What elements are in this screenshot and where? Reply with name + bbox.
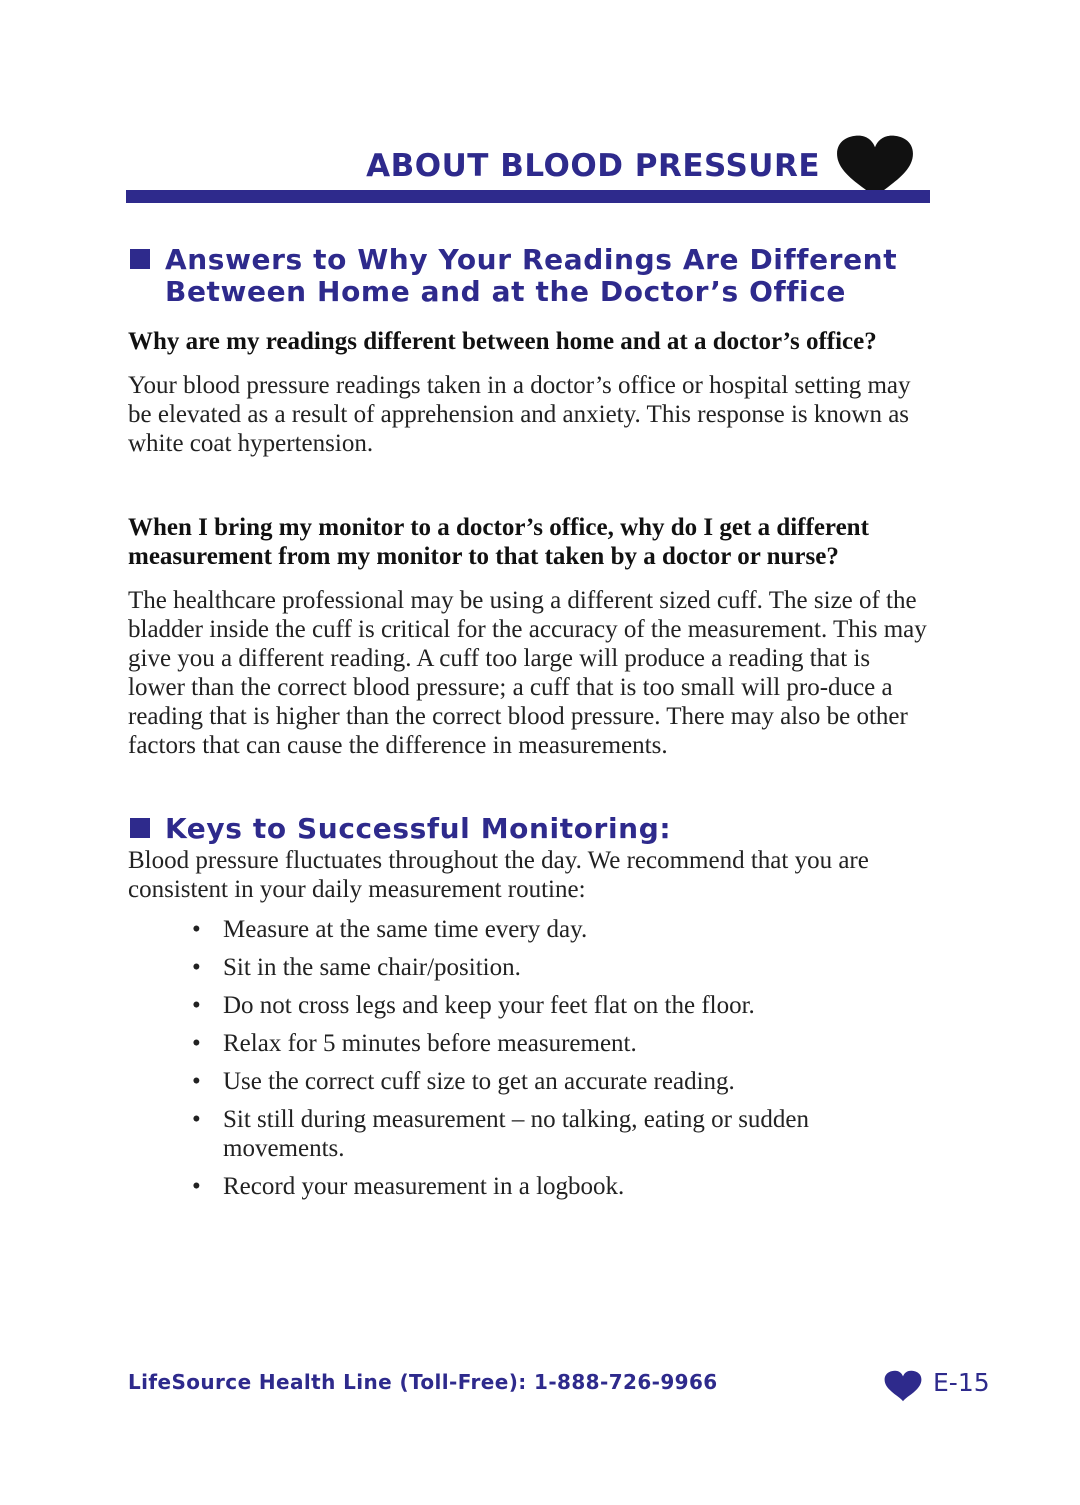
monitoring-tips-list (190, 915, 890, 1210)
list-item-text: Sit still during measurement – no talking, eating or sudden movements. (223, 1106, 810, 1162)
question-1: Why are my readings different between home and at a doctor’s office? (128, 328, 877, 355)
bullet-icon: • (192, 1106, 201, 1133)
page-title: ABOUT BLOOD PRESSURE (366, 148, 820, 184)
page-footer (128, 1368, 990, 1408)
bullet-icon: • (192, 992, 201, 1019)
list-item (190, 1029, 890, 1058)
bullet-icon: • (192, 916, 201, 943)
list-item (190, 1172, 890, 1201)
list-item (190, 953, 890, 982)
header-rule (126, 190, 930, 203)
section-heading-keys (128, 813, 671, 845)
list-item-text: Do not cross legs and keep your feet flat on the floor. (223, 992, 755, 1019)
list-item-text: Use the correct cuff size to get an accurate reading. (223, 1068, 735, 1095)
section-heading-text: Answers to Why Your Readings Are Different Between Home and at the Doctor’s Office (165, 243, 898, 308)
list-item-text: Relax for 5 minutes before measurement. (223, 1030, 637, 1057)
hotline-text: LifeSource Health Line (Toll-Free): 1-888-726-9966 (128, 1370, 718, 1394)
square-bullet-icon (130, 818, 150, 838)
list-item (190, 991, 890, 1020)
answer-1: Your blood pressure readings taken in a doctor’s office or hospital setting may be elevated as a result of apprehension and anxiety. This response is known as white coat hypertension. (128, 372, 911, 457)
list-item-text: Record your measurement in a logbook. (223, 1173, 625, 1200)
list-item-text: Sit in the same chair/position. (223, 954, 521, 981)
question-2: When I bring my monitor to a doctor’s office, why do I get a different measurement from my monitor to that taken by a doctor or nurse? (128, 514, 869, 570)
list-item (190, 1105, 890, 1163)
page-header (126, 130, 930, 206)
answer-2: The healthcare professional may be using a different sized cuff. The size of the bladder inside the cuff is critical for the accuracy of the measurement. This may give you a different reading. A cuff too large will produce a reading that is lower than the correct blood pressure; a cuff that is too small will pro-duce a reading that is higher than the correct blood pressure. There may also be other factors that can cause the difference in measurements. (128, 587, 927, 759)
footer-heart-icon (883, 1370, 923, 1402)
bullet-icon: • (192, 1068, 201, 1095)
bullet-icon: • (192, 1030, 201, 1057)
list-item (190, 915, 890, 944)
bullet-icon: • (192, 954, 201, 981)
bullet-icon: • (192, 1173, 201, 1200)
square-bullet-icon (130, 249, 150, 269)
page-number: E-15 (933, 1368, 990, 1397)
keys-intro: Blood pressure fluctuates throughout the day. We recommend that you are consistent in your daily measurement routine: (128, 847, 869, 903)
list-item (190, 1067, 890, 1096)
section-heading-readings (128, 244, 897, 308)
section-heading-text: Keys to Successful Monitoring: (165, 812, 672, 845)
list-item-text: Measure at the same time every day. (223, 916, 588, 943)
